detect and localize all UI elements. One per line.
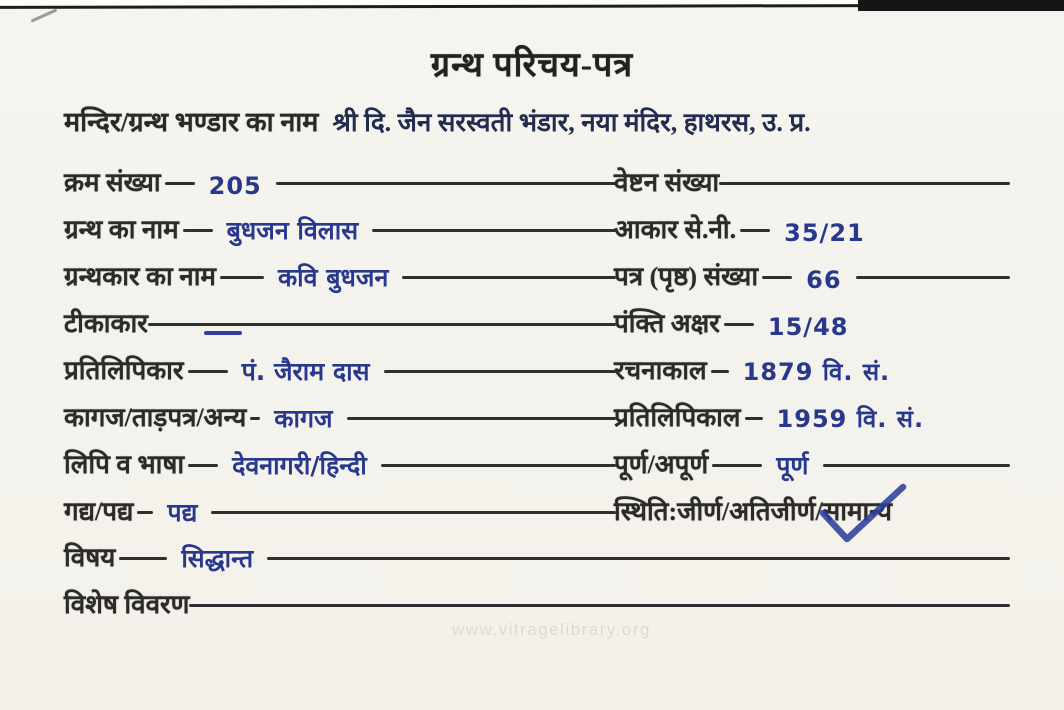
header-row	[64, 102, 1049, 139]
granth-name-label: ग्रन्थ का नाम	[64, 215, 179, 245]
rule-line	[119, 557, 167, 560]
field-row-copyist	[64, 344, 616, 386]
granth-name-value: बुधजन विलास	[226, 216, 359, 245]
completeness-value: पूर्ण	[776, 451, 809, 480]
field-row-copy-date	[614, 391, 1010, 433]
bhandar-name-label: मन्दिर/ग्रन्थ भण्डार का नाम	[64, 107, 319, 137]
rule-line	[856, 276, 1010, 279]
rule-line	[712, 464, 762, 467]
rule-line	[719, 182, 1010, 185]
field-row-lines-letters	[614, 297, 1010, 339]
scan-artifact-mark	[31, 8, 58, 22]
bundle-number-label: वेष्टन संख्या	[614, 168, 720, 198]
page-count-value: 66	[806, 266, 842, 294]
size-cm-value: 35/21	[784, 219, 865, 247]
field-row-page-count	[614, 250, 1010, 292]
rule-line	[823, 464, 1010, 467]
field-row-condition	[614, 485, 1034, 527]
field-row-script-language	[64, 438, 616, 480]
commentator-label: टीकाकार	[64, 309, 148, 339]
watermark-text: www.vitragelibrary.org	[452, 620, 651, 639]
copyist-value: पं. जैराम दास	[241, 357, 370, 386]
rule-line	[402, 276, 616, 279]
rule-line	[148, 323, 616, 326]
completeness-label: पूर्ण/अपूर्ण	[614, 450, 709, 480]
prose-verse-label: गद्य/पद्य	[64, 497, 134, 527]
rule-line	[250, 417, 260, 420]
rule-line	[740, 229, 770, 232]
size-cm-label: आकार से.नी.	[614, 215, 737, 245]
rule-line	[211, 511, 616, 514]
field-row-serial-number	[64, 156, 616, 198]
field-row-author-name	[64, 250, 616, 292]
author-name-value: कवि बुधजन	[277, 263, 389, 292]
condition-checked-option	[823, 497, 892, 527]
material-label: कागज/ताड़पत्र/अन्य	[64, 403, 247, 433]
scan-edge-thick-line	[858, 0, 1064, 11]
field-row-material	[64, 391, 616, 433]
copyist-label: प्रतिलिपिकार	[64, 356, 184, 386]
rule-line	[762, 276, 792, 279]
rule-line	[137, 511, 153, 514]
lines-letters-value: 15/48	[767, 313, 849, 341]
script-language-value: देवनागरी/हिन्दी	[232, 451, 367, 480]
serial-number-value: 205	[208, 172, 262, 200]
field-row-commentator	[64, 297, 616, 339]
page-title: ग्रन्थ परिचय-पत्र	[430, 47, 634, 84]
condition-label: स्थिति:जीर्ण/अतिजीर्ण/	[614, 497, 823, 527]
rule-line	[189, 604, 1010, 607]
material-value: कागज	[274, 404, 333, 433]
copy-date-label: प्रतिलिपिकाल	[614, 403, 741, 433]
commentator-none-dash	[204, 331, 242, 335]
rule-line	[372, 229, 616, 232]
subject-label: विषय	[64, 543, 116, 573]
rule-line	[347, 417, 616, 420]
serial-number-label: क्रम संख्या	[64, 168, 161, 198]
field-row-size-cm	[614, 203, 1010, 245]
field-row-composition-date	[614, 344, 1010, 386]
rule-line	[188, 464, 218, 467]
rule-line	[183, 229, 213, 232]
rule-line	[381, 464, 616, 467]
field-row-granth-name	[64, 203, 616, 245]
scan-edge-thin-line	[0, 4, 868, 9]
rule-line	[165, 182, 195, 185]
field-row-completeness	[614, 438, 1010, 480]
field-row-special-details	[64, 578, 1010, 620]
rule-line	[220, 276, 264, 279]
field-row-prose-verse	[64, 485, 616, 527]
rule-line	[384, 370, 616, 373]
field-row-bundle-number	[614, 156, 1010, 198]
rule-line	[267, 557, 1010, 560]
composition-date-label: रचनाकाल	[614, 356, 707, 386]
special-details-label: विशेष विवरण	[64, 590, 190, 620]
rule-line	[711, 370, 729, 373]
field-row-subject	[64, 531, 1010, 573]
page-count-label: पत्र (पृष्ठ) संख्या	[614, 262, 759, 292]
subject-value: सिद्धान्त	[181, 544, 254, 573]
lines-letters-label: पंक्ति अक्षर	[614, 309, 720, 339]
bhandar-name-value: श्री दि. जैन सरस्वती भंडार, नया मंदिर, हाथरस, उ. प्र.	[332, 108, 811, 137]
rule-line	[188, 370, 228, 373]
composition-date-value: 1879 वि. सं.	[742, 358, 891, 386]
rule-line	[276, 182, 616, 185]
copy-date-value: 1959 वि. सं.	[776, 405, 925, 433]
rule-line	[745, 417, 763, 420]
condition-checked-option-text: सामान्य	[822, 497, 893, 527]
rule-line	[724, 323, 754, 326]
prose-verse-value: पद्य	[167, 498, 198, 527]
script-language-label: लिपि व भाषा	[64, 450, 185, 480]
author-name-label: ग्रन्थकार का नाम	[64, 262, 216, 292]
